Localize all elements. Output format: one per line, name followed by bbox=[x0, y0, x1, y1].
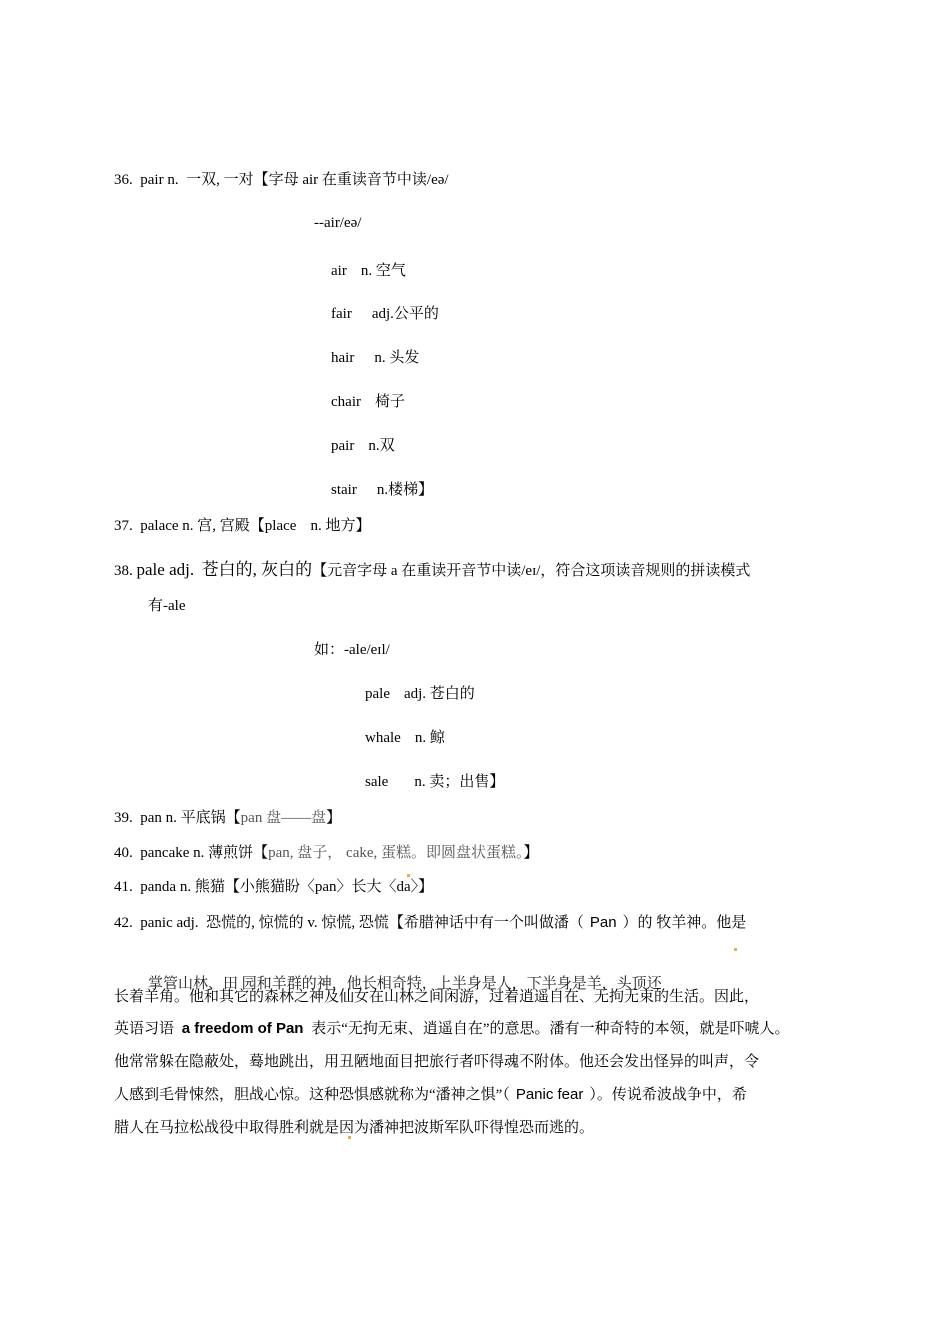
entry-number: 36. bbox=[114, 172, 133, 188]
entry-37 bbox=[114, 516, 370, 536]
example-word: air bbox=[331, 263, 347, 279]
example-meaning: n. 头发 bbox=[374, 350, 420, 366]
example-meaning: n. 鲸 bbox=[414, 730, 445, 746]
entry-word: pancake n. 薄煎饼【 bbox=[140, 845, 269, 861]
entry-word: panic adj. bbox=[140, 915, 199, 931]
entry-meaning: 一双, 一对【字母 air 在重读音节中读/eə/ bbox=[186, 172, 449, 188]
example-row bbox=[331, 392, 405, 412]
example-meaning: 椅子 bbox=[374, 394, 405, 410]
example-word: fair bbox=[331, 306, 352, 322]
entry-39 bbox=[114, 808, 341, 828]
entry-note: pan 盘——盘 bbox=[240, 810, 327, 826]
entry-word: pale adj. bbox=[136, 560, 195, 579]
example-row bbox=[331, 348, 419, 368]
entry-note-continued: 有-ale bbox=[148, 598, 186, 614]
entry-number: 37. bbox=[114, 518, 133, 534]
example-meaning: n. 卖；出售】 bbox=[414, 774, 505, 790]
stray-mark bbox=[348, 1136, 351, 1139]
idiom-phrase: a freedom of Pan bbox=[181, 1020, 304, 1037]
entry-text: 恐慌的, 惊慌的 v. 惊慌, 恐慌【希腊神话中有一个叫做潘（ bbox=[206, 915, 584, 931]
paragraph-line bbox=[114, 1019, 790, 1039]
entry-close: 】 bbox=[523, 845, 539, 861]
example-meaning: n. 空气 bbox=[360, 263, 406, 279]
entry-36-header bbox=[114, 170, 449, 190]
entry-note: pan, 盘子， cake, 蛋糕。即圆盘状蛋糕。 bbox=[268, 845, 524, 861]
example-row bbox=[331, 304, 439, 324]
paragraph-text: ）。传说希波战争中，希 bbox=[589, 1087, 747, 1103]
stray-mark bbox=[734, 948, 737, 951]
paragraph-text: 表示“无拘无束、逍遥自在”的意思。潘有一种奇特的本领，就是吓唬人。 bbox=[311, 1021, 790, 1037]
example-meaning: adj. 苍白的 bbox=[403, 686, 475, 702]
entry-42-header bbox=[114, 913, 746, 933]
overlapping-line: 掌管山林、田 园和羊群的神，他长相奇特，上半身是人，下半身是羊，头顶还 bbox=[148, 976, 662, 992]
example-word: hair bbox=[331, 350, 355, 366]
paragraph-text: 人感到毛骨悚然，胆战心惊。这种恐惧感就称为“潘神之惧”（ bbox=[114, 1087, 510, 1103]
paragraph-line bbox=[114, 1085, 747, 1105]
stray-mark bbox=[407, 874, 410, 877]
entry-41 bbox=[114, 877, 433, 897]
example-row bbox=[365, 772, 504, 792]
paragraph-line: 他常常躲在隐蔽处，蓦地跳出，用丑陋地面目把旅行者吓得魂不附体。他还会发出怪异的叫声，令 bbox=[114, 1054, 760, 1070]
entry-note: 【元音字母 a 在重读开音节中读/eɪ/，符合这项读音规则的拼读模式 bbox=[312, 563, 751, 579]
entry-text: palace n. 宫, 宫殿【place bbox=[140, 518, 297, 534]
example-row bbox=[331, 480, 433, 500]
example-meaning: adj.公平的 bbox=[371, 306, 439, 322]
entry-38-header bbox=[114, 560, 750, 581]
example-word: pair bbox=[331, 438, 355, 454]
example-word: whale bbox=[365, 730, 401, 746]
entry-number: 42. bbox=[114, 915, 133, 931]
paragraph-line: 长着羊角。他和其它的森林之神及仙女在山林之间闲游，过着逍遥自在、无拘无束的生活。因此， bbox=[114, 989, 760, 1005]
entry-text: panda n. 熊猫【小熊猫盼〈pan〉长大〈da〉】 bbox=[140, 879, 434, 895]
spelling-pattern: 如：-ale/eɪl/ bbox=[314, 642, 390, 658]
example-word: pale bbox=[365, 686, 390, 702]
entry-40 bbox=[114, 843, 539, 863]
example-word: sale bbox=[365, 774, 389, 790]
entry-number: 41. bbox=[114, 879, 133, 895]
entry-word: pan n. 平底锅【 bbox=[140, 810, 241, 826]
paragraph-text: 英语习语 bbox=[114, 1021, 175, 1037]
entry-word: pair n. bbox=[140, 172, 179, 188]
entry-close: 】 bbox=[326, 810, 342, 826]
pan-term: Pan bbox=[589, 914, 617, 931]
entry-number: 40. bbox=[114, 845, 133, 861]
entry-tail: n. 地方】 bbox=[310, 518, 371, 534]
example-meaning: n.双 bbox=[368, 438, 395, 454]
entry-number: 39. bbox=[114, 810, 133, 826]
entry-number: 38. bbox=[114, 563, 133, 579]
paragraph-line: 腊人在马拉松战役中取得胜利就是因为潘神把波斯军队吓得惶恐而逃的。 bbox=[114, 1120, 595, 1136]
example-row bbox=[365, 728, 445, 748]
example-word: chair bbox=[331, 394, 361, 410]
entry-text: ）的 牧羊神。他是 bbox=[622, 915, 747, 931]
panic-fear-term: Panic fear bbox=[515, 1086, 584, 1103]
spelling-pattern: --air/eə/ bbox=[314, 215, 362, 231]
example-meaning: n.楼梯】 bbox=[376, 482, 434, 498]
example-word: stair bbox=[331, 482, 357, 498]
entry-meaning: 苍白的, 灰白的 bbox=[201, 560, 313, 579]
example-row bbox=[365, 684, 475, 704]
example-row bbox=[331, 436, 395, 456]
example-row bbox=[331, 261, 406, 281]
